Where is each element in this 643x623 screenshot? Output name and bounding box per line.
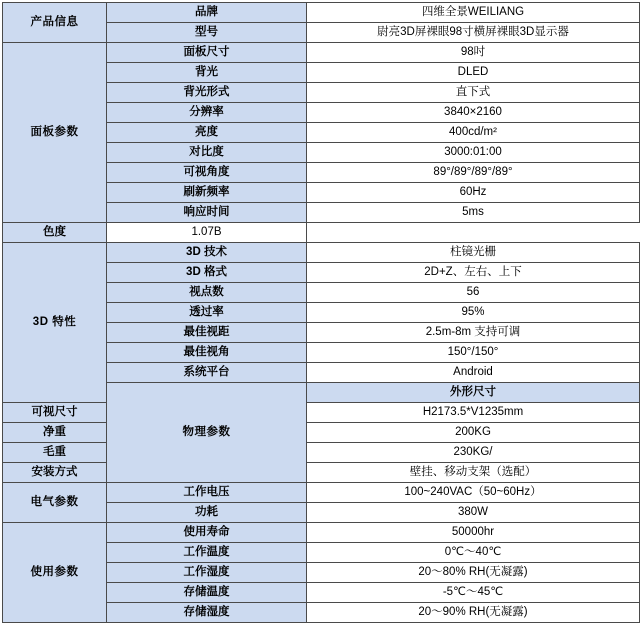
spec-label: 背光 — [107, 63, 307, 83]
spec-value: H2173.5*V1235mm — [307, 403, 640, 423]
spec-label: 对比度 — [107, 143, 307, 163]
spec-label: 型号 — [107, 23, 307, 43]
spec-label: 视点数 — [107, 283, 307, 303]
spec-value: 60Hz — [307, 183, 640, 203]
spec-value: -5℃～45℃ — [307, 583, 640, 603]
spec-group-label: 物理参数 — [107, 383, 307, 483]
spec-label: 工作电压 — [107, 483, 307, 503]
spec-group-label: 使用参数 — [3, 523, 107, 623]
table-row — [3, 243, 640, 263]
spec-value: 400cd/m² — [307, 123, 640, 143]
spec-value: 95% — [307, 303, 640, 323]
spec-table-body — [3, 3, 640, 623]
spec-label: 色度 — [3, 223, 107, 243]
spec-value: 150°/150° — [307, 343, 640, 363]
spec-label: 功耗 — [107, 503, 307, 523]
spec-value: 100~240VAC（50~60Hz） — [307, 483, 640, 503]
spec-value: 20～90% RH(无凝露) — [307, 603, 640, 623]
spec-label: 响应时间 — [107, 203, 307, 223]
spec-value: 50000hr — [307, 523, 640, 543]
spec-value: 四维全景WEILIANG — [307, 3, 640, 23]
spec-label: 亮度 — [107, 123, 307, 143]
spec-value: 3840×2160 — [307, 103, 640, 123]
spec-value: DLED — [307, 63, 640, 83]
spec-group-label: 电气参数 — [3, 483, 107, 523]
spec-value: 1.07B — [107, 223, 307, 243]
spec-label: 系统平台 — [107, 363, 307, 383]
spec-value: 230KG/ — [307, 443, 640, 463]
spec-label: 工作温度 — [107, 543, 307, 563]
spec-label: 3D 格式 — [107, 263, 307, 283]
spec-label: 刷新频率 — [107, 183, 307, 203]
spec-value: 0℃～40℃ — [307, 543, 640, 563]
spec-label: 背光形式 — [107, 83, 307, 103]
spec-value: 尉亮3D屏裸眼98寸横屏裸眼3D显示器 — [307, 23, 640, 43]
table-row — [3, 523, 640, 543]
table-row — [3, 423, 640, 443]
spec-label: 可视尺寸 — [3, 403, 107, 423]
spec-value: 2.5m-8m 支持可调 — [307, 323, 640, 343]
spec-group-label: 面板参数 — [3, 43, 107, 223]
table-row — [3, 483, 640, 503]
table-row — [3, 3, 640, 23]
spec-value: 200KG — [307, 423, 640, 443]
spec-label: 可视角度 — [107, 163, 307, 183]
spec-value: 380W — [307, 503, 640, 523]
table-row — [3, 223, 640, 243]
spec-label: 品牌 — [107, 3, 307, 23]
spec-label: 最佳视角 — [107, 343, 307, 363]
spec-value: 20～80% RH(无凝露) — [307, 563, 640, 583]
spec-value: 56 — [307, 283, 640, 303]
spec-label: 面板尺寸 — [107, 43, 307, 63]
spec-value: 98吋 — [307, 43, 640, 63]
table-row — [3, 463, 640, 483]
spec-label: 最佳视距 — [107, 323, 307, 343]
spec-value: 直下式 — [307, 83, 640, 103]
spec-label: 安装方式 — [3, 463, 107, 483]
spec-value: 壁挂、移动支架（选配） — [307, 463, 640, 483]
spec-label: 透过率 — [107, 303, 307, 323]
spec-group-label: 产品信息 — [3, 3, 107, 43]
spec-label: 外形尺寸 — [307, 383, 640, 403]
table-row — [3, 43, 640, 63]
spec-label: 毛重 — [3, 443, 107, 463]
table-row — [3, 403, 640, 423]
spec-label: 工作湿度 — [107, 563, 307, 583]
spec-label: 存储湿度 — [107, 603, 307, 623]
spec-label: 使用寿命 — [107, 523, 307, 543]
spec-value: 5ms — [307, 203, 640, 223]
product-spec-table — [2, 2, 640, 623]
spec-value: 2D+Z、左右、上下 — [307, 263, 640, 283]
spec-value: 柱镜光栅 — [307, 243, 640, 263]
spec-group-label: 3D 特性 — [3, 243, 107, 403]
spec-label: 存储温度 — [107, 583, 307, 603]
spec-label: 分辨率 — [107, 103, 307, 123]
table-row — [3, 443, 640, 463]
spec-value: 89°/89°/89°/89° — [307, 163, 640, 183]
spec-value: 3000:01:00 — [307, 143, 640, 163]
spec-label: 净重 — [3, 423, 107, 443]
spec-label: 3D 技术 — [107, 243, 307, 263]
spec-value: Android — [307, 363, 640, 383]
